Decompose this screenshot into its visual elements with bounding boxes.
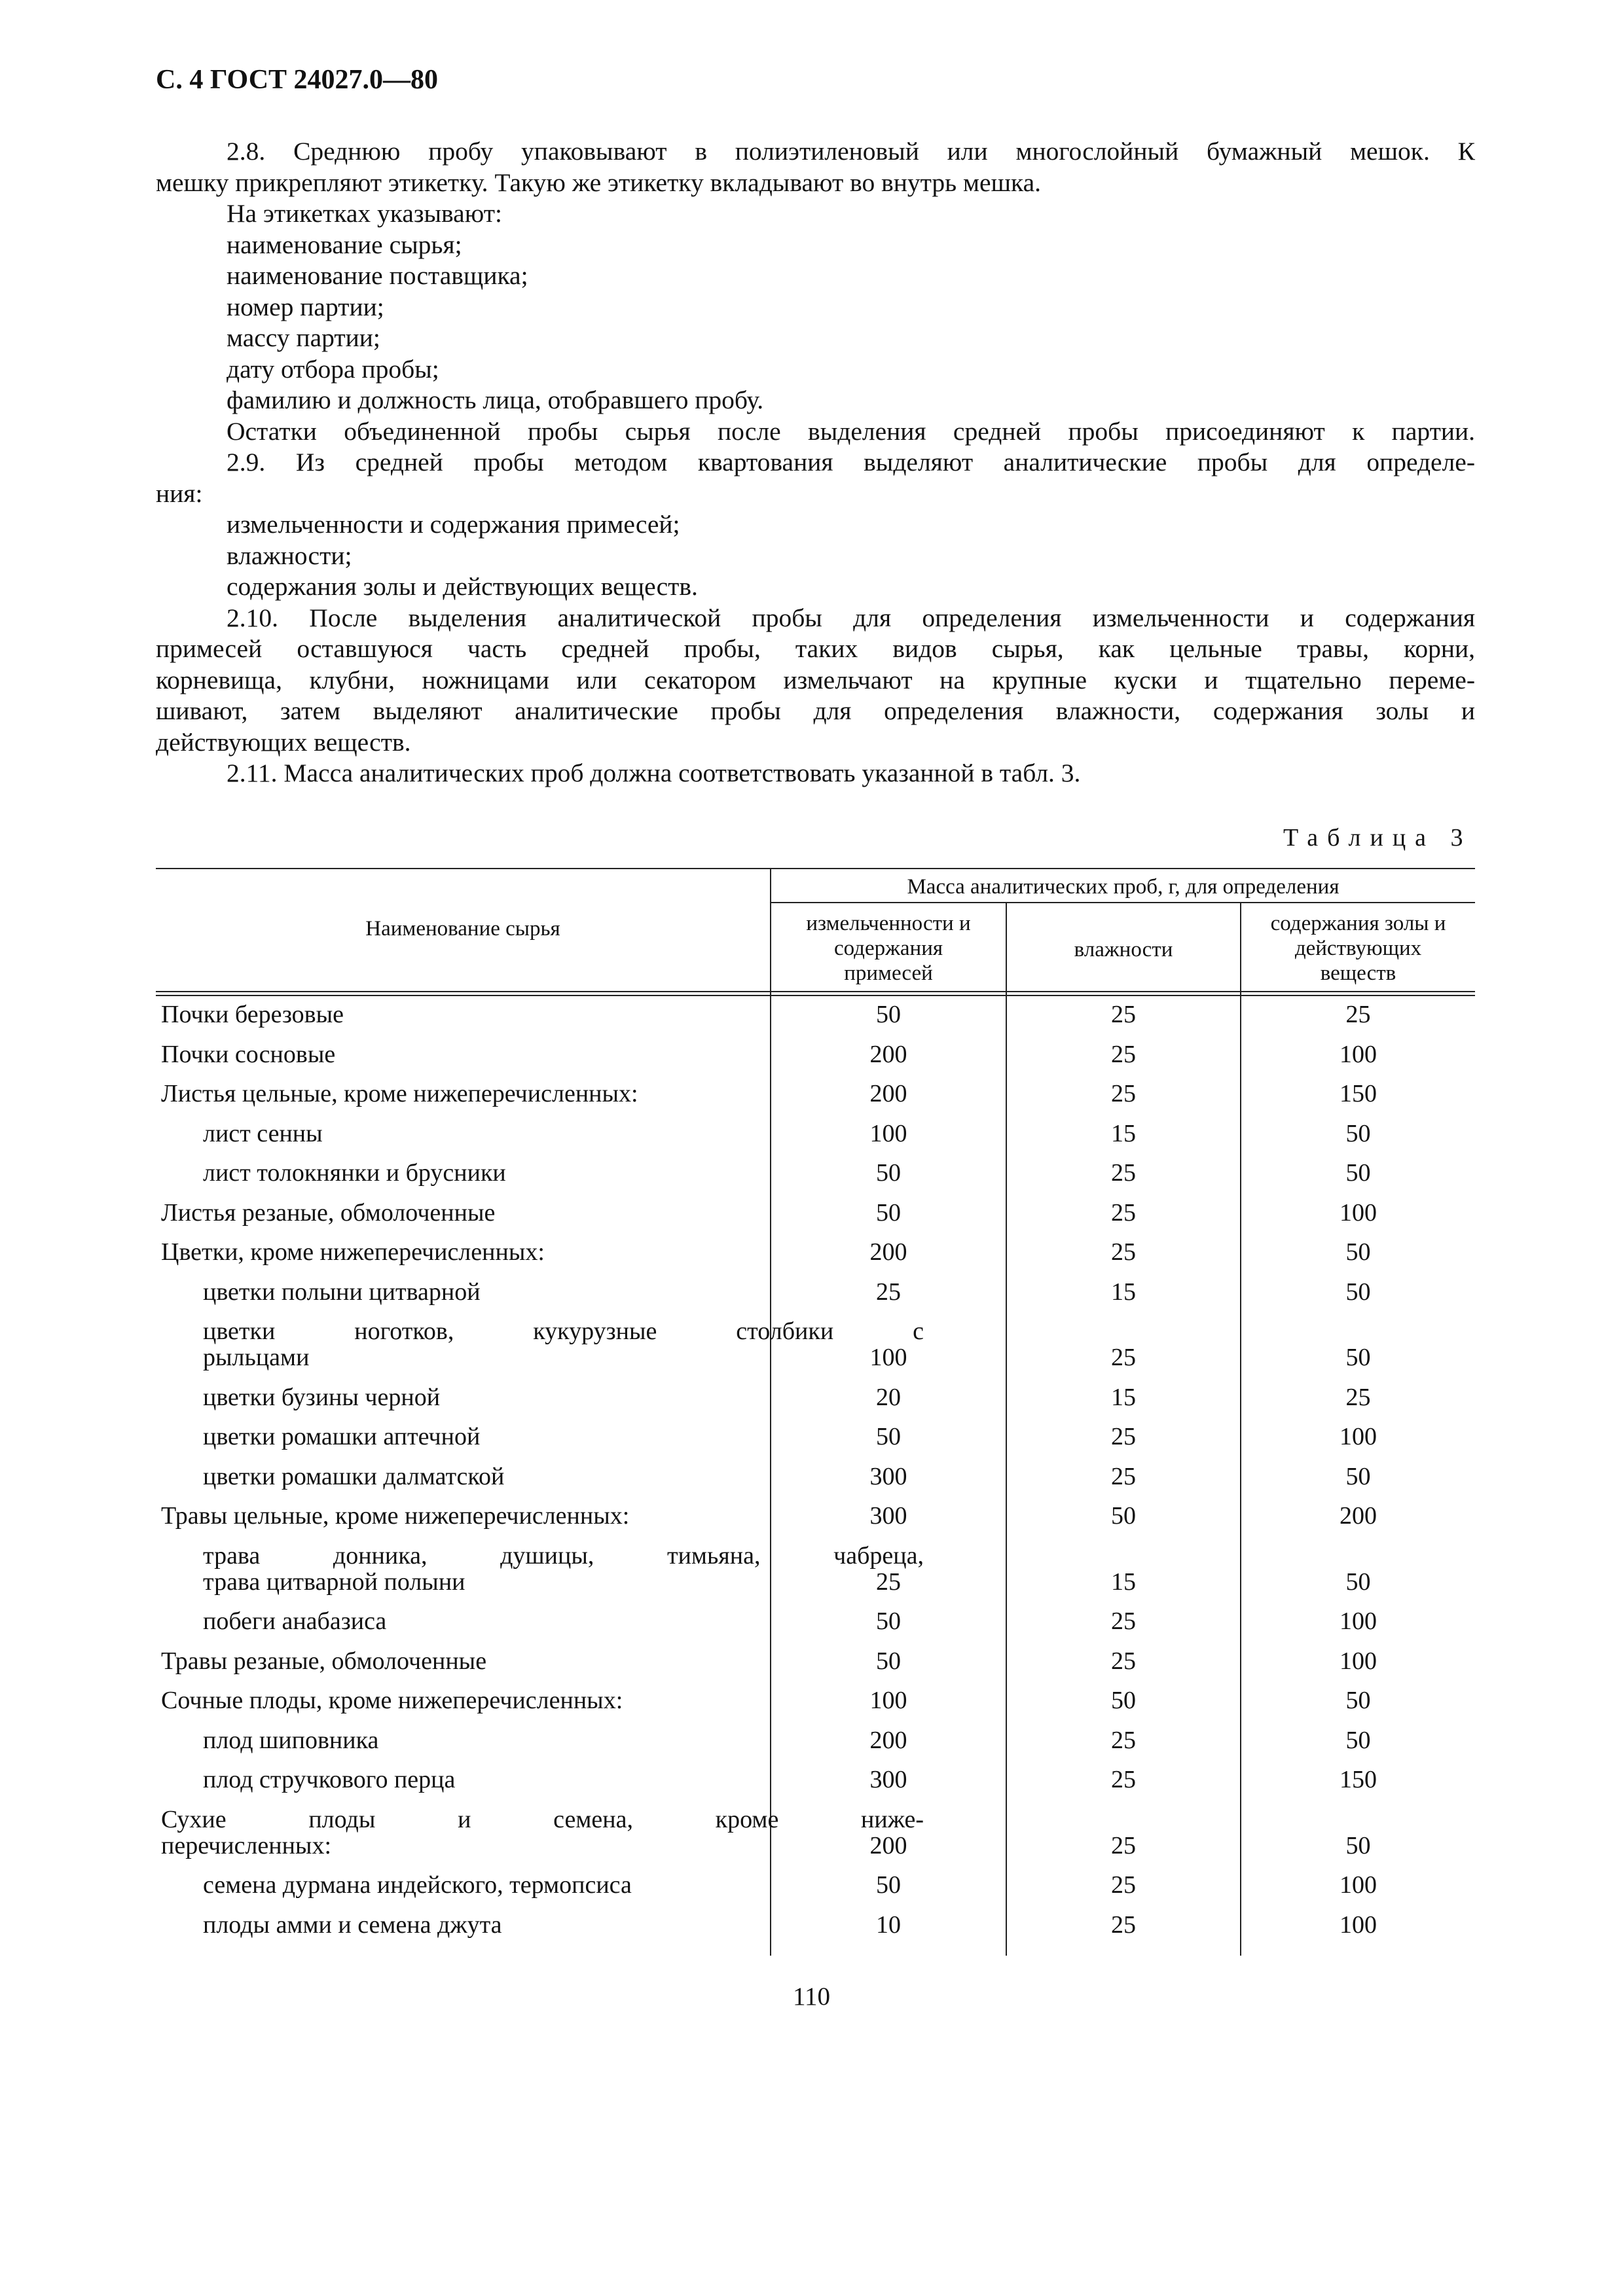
row-name-line1: цветки ромашки далматской — [203, 1462, 505, 1490]
row-value-col2: 15 — [1111, 1568, 1136, 1596]
row-value-col2: 25 — [1111, 1647, 1136, 1675]
row-value-col1: 200 — [869, 1831, 907, 1859]
header-bottom-rule-double — [156, 995, 1475, 996]
row-value-col1: 200 — [869, 1726, 907, 1754]
row-value-col2: 25 — [1111, 1607, 1136, 1635]
row-value-col3: 50 — [1345, 1119, 1371, 1147]
row-name-line1: Почки сосновые — [161, 1040, 336, 1068]
header-col1-line3: примесей — [844, 961, 933, 985]
row-value-col1: 300 — [869, 1766, 907, 1793]
row-value-col2: 50 — [1111, 1502, 1136, 1530]
row-value-col2: 25 — [1111, 1001, 1136, 1028]
row-value-col3: 100 — [1340, 1040, 1377, 1068]
row-name-line1: трава донника, душицы, тимьяна, чабреца, — [203, 1541, 924, 1570]
row-value-col2: 25 — [1111, 1831, 1136, 1859]
paragraph-line: 2.8. Среднюю пробу упаковывают в полиэтиленовый или многослойный бумажный мешок. К — [227, 137, 1475, 166]
paragraph-line: массу партии; — [227, 323, 380, 352]
row-value-col1: 100 — [869, 1687, 907, 1714]
header-col1-line2: содержания — [833, 937, 943, 960]
row-name-line1: цветки ноготков, кукурузные столбики с — [203, 1318, 924, 1345]
row-name-line1: лист сенны — [203, 1119, 323, 1147]
paragraph-line: 2.9. Из средней пробы методом квартования выделяют аналитические пробы для определе- — [227, 448, 1475, 476]
row-value-col2: 25 — [1111, 1910, 1136, 1939]
row-name-line2: рыльцами — [203, 1344, 310, 1371]
row-name-line1: цветки ромашки аптечной — [203, 1423, 481, 1450]
row-value-col3: 200 — [1340, 1502, 1377, 1530]
row-value-col3: 150 — [1340, 1080, 1377, 1107]
row-name-line1: плод шиповника — [203, 1726, 379, 1754]
row-value-col3: 100 — [1340, 1198, 1377, 1227]
row-value-col2: 25 — [1111, 1766, 1136, 1793]
page-number: 110 — [792, 1982, 831, 2011]
row-value-col3: 50 — [1345, 1159, 1371, 1187]
row-value-col1: 25 — [876, 1568, 901, 1596]
paragraph-line: Остатки объединенной пробы сырья после выделения средней пробы присоединяют к партии. — [227, 416, 1475, 446]
header-col3-line1: содержания золы и — [1270, 912, 1446, 935]
header-group: Масса аналитических проб, г, для определения — [907, 875, 1340, 899]
row-name-line1: Цветки, кроме нижеперечисленных: — [161, 1238, 545, 1266]
row-name-line1: побеги анабазиса — [203, 1607, 387, 1635]
row-value-col3: 25 — [1345, 1001, 1371, 1028]
paragraph-line: 2.10. После выделения аналитической пробы для определения измельченности и содержания — [227, 603, 1475, 632]
row-name-line1: лист толокнянки и брусники — [203, 1159, 506, 1187]
paragraph-line: ния: — [156, 478, 203, 508]
header-col1 — [771, 911, 1006, 986]
row-value-col1: 50 — [876, 1423, 901, 1450]
row-value-col3: 100 — [1340, 1910, 1377, 1939]
row-value-col2: 25 — [1111, 1726, 1136, 1754]
row-name-line1: Травы резаные, обмолоченные — [161, 1647, 487, 1675]
paragraph-line: дату отбора пробы; — [227, 354, 439, 384]
paragraph-line: 2.11. Масса аналитических проб должна соответствовать указанной в табл. 3. — [227, 759, 1081, 787]
row-value-col2: 15 — [1111, 1119, 1136, 1147]
row-value-col3: 50 — [1345, 1238, 1371, 1266]
row-name-line1: цветки полыни цитварной — [203, 1278, 481, 1306]
table-caption: Таблица 3 — [1283, 824, 1472, 852]
paragraph-line: действующих веществ. — [156, 727, 411, 757]
header-col2: влажности — [1074, 938, 1173, 961]
row-value-col1: 50 — [876, 1871, 901, 1899]
row-value-col3: 100 — [1340, 1871, 1377, 1899]
row-value-col2: 25 — [1111, 1344, 1136, 1371]
row-value-col2: 25 — [1111, 1238, 1136, 1266]
paragraph-line: примесей оставшуюся часть средней пробы, таких видов сырья, как цельные травы, корни, — [156, 634, 1475, 663]
row-value-col1: 200 — [869, 1080, 907, 1107]
row-value-col1: 200 — [869, 1040, 907, 1068]
paragraph-line: номер партии; — [227, 292, 384, 321]
row-value-col3: 150 — [1340, 1766, 1377, 1793]
row-value-col3: 50 — [1345, 1687, 1371, 1714]
header-bottom-rule — [156, 991, 1475, 992]
row-name-line1: Почки березовые — [161, 1001, 344, 1028]
header-col3-line2: действующих — [1294, 937, 1422, 960]
paragraph-line: мешку прикрепляют этикетку. Такую же этикетку вкладывают во внутрь мешка. — [156, 168, 1041, 197]
row-value-col1: 300 — [869, 1462, 907, 1490]
row-value-col3: 100 — [1340, 1607, 1377, 1635]
row-value-col3: 100 — [1340, 1647, 1377, 1675]
row-value-col1: 25 — [876, 1278, 901, 1306]
row-value-col2: 25 — [1111, 1871, 1136, 1899]
paragraph-line: наименование сырья; — [227, 230, 462, 259]
row-name-line2: трава цитварной полыни — [203, 1568, 465, 1596]
row-value-col2: 25 — [1111, 1040, 1136, 1068]
body-text — [156, 136, 1475, 789]
row-value-col2: 25 — [1111, 1423, 1136, 1450]
row-name-line2: перечисленных: — [161, 1831, 332, 1859]
paragraph-line: На этикетках указывают: — [227, 199, 502, 228]
row-name-line1: плод стручкового перца — [203, 1766, 456, 1793]
row-value-col1: 100 — [869, 1344, 907, 1371]
row-name-line1: Листья резаные, обмолоченные — [161, 1198, 496, 1227]
row-value-col2: 25 — [1111, 1462, 1136, 1490]
paragraph-line: шивают, затем выделяют аналитические пробы для определения влажности, содержания золы и — [156, 696, 1475, 725]
row-name-line1: Сочные плоды, кроме нижеперечисленных: — [161, 1687, 623, 1714]
paragraph-line: влажности; — [227, 541, 352, 570]
row-value-col3: 50 — [1345, 1344, 1371, 1371]
header-col1-line1: измельченности и — [806, 912, 971, 935]
row-value-col3: 100 — [1340, 1423, 1377, 1450]
row-value-col3: 50 — [1345, 1462, 1371, 1490]
row-value-col2: 15 — [1111, 1383, 1136, 1411]
group-header-rule — [770, 902, 1475, 903]
paragraph-line: фамилию и должность лица, отобравшего пробу. — [227, 386, 764, 414]
row-value-col2: 15 — [1111, 1278, 1136, 1306]
row-name-line1: семена дурмана индейского, термопсиса — [203, 1871, 632, 1899]
row-value-col1: 50 — [876, 1159, 901, 1187]
row-value-col3: 50 — [1345, 1726, 1371, 1754]
row-value-col3: 25 — [1345, 1383, 1371, 1411]
header-name: Наименование сырья — [365, 917, 560, 941]
row-value-col3: 50 — [1345, 1568, 1371, 1596]
page-header: С. 4 ГОСТ 24027.0—80 — [156, 65, 439, 95]
row-value-col3: 50 — [1345, 1831, 1371, 1859]
row-value-col1: 300 — [869, 1502, 907, 1530]
row-value-col1: 50 — [876, 1001, 901, 1028]
row-value-col1: 50 — [876, 1607, 901, 1635]
row-name-line1: плоды амми и семена джута — [203, 1910, 502, 1939]
row-value-col1: 20 — [876, 1383, 901, 1411]
row-name-line1: Сухие плоды и семена, кроме ниже- — [161, 1805, 924, 1833]
paragraph-line: наименование поставщика; — [227, 261, 528, 290]
header-col3-line3: веществ — [1320, 961, 1396, 985]
paragraph-line: корневища, клубни, ножницами или секатором измельчают на крупные куски и тщательно переме- — [156, 665, 1475, 694]
row-name-line1: цветки бузины черной — [203, 1383, 441, 1411]
row-value-col2: 25 — [1111, 1080, 1136, 1107]
row-value-col2: 25 — [1111, 1198, 1136, 1227]
row-value-col1: 10 — [876, 1910, 901, 1939]
table-top-rule — [156, 868, 1475, 869]
paragraph-line: измельченности и содержания примесей; — [227, 510, 680, 539]
header-col3 — [1241, 911, 1475, 986]
row-value-col1: 100 — [869, 1119, 907, 1147]
row-value-col1: 50 — [876, 1647, 901, 1675]
row-name-line1: Травы цельные, кроме нижеперечисленных: — [161, 1502, 630, 1530]
paragraph-line: содержания золы и действующих веществ. — [227, 572, 698, 601]
row-value-col1: 200 — [869, 1238, 907, 1266]
row-value-col3: 50 — [1345, 1278, 1371, 1306]
row-value-col1: 50 — [876, 1198, 901, 1227]
row-value-col2: 50 — [1111, 1687, 1136, 1714]
row-name-line1: Листья цельные, кроме нижеперечисленных: — [161, 1080, 638, 1107]
row-value-col2: 25 — [1111, 1159, 1136, 1187]
